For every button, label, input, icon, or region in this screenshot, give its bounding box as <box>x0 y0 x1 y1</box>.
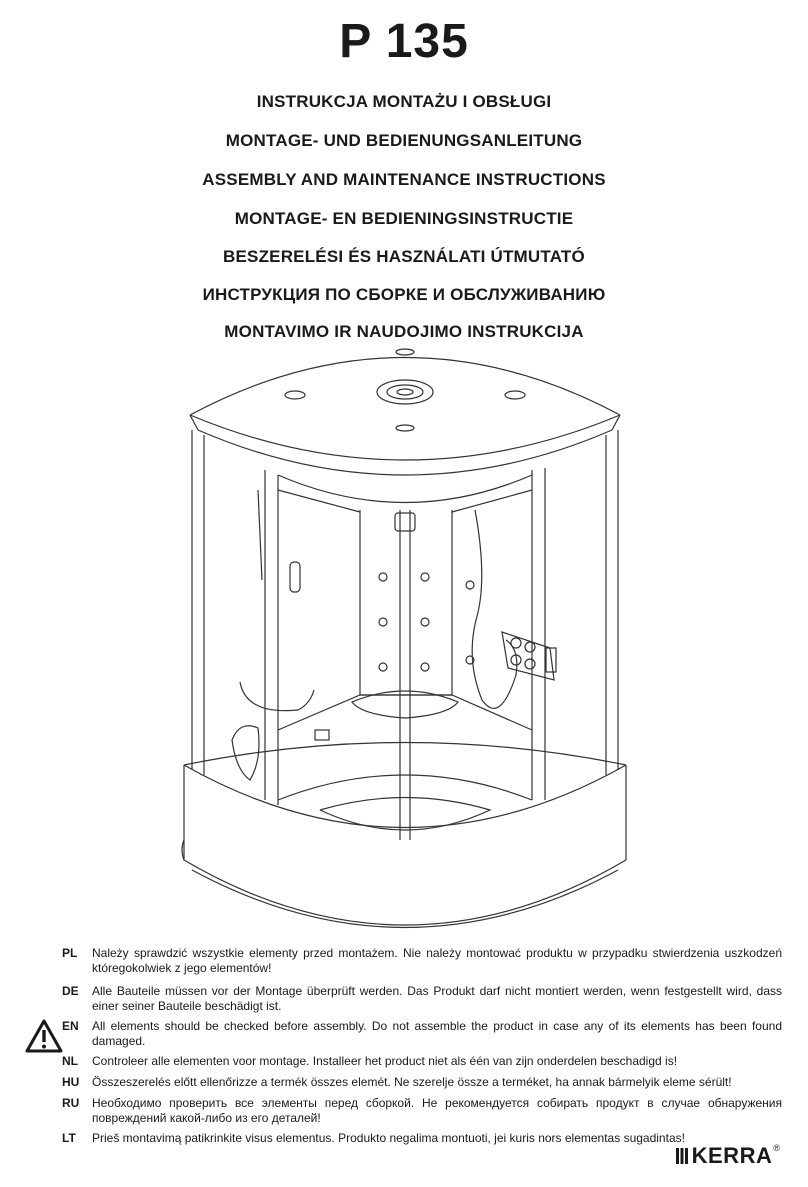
shower-cabin-illustration <box>170 330 640 940</box>
note-code: DE <box>62 984 79 998</box>
brand-logo <box>676 1143 780 1169</box>
note-code: HU <box>62 1075 80 1089</box>
note-code: NL <box>62 1054 78 1068</box>
title-hu: BESZERELÉSI ÉS HASZNÁLATI ÚTMUTATÓ <box>223 247 585 266</box>
note-text: Controleer alle elementen voor montage. Installeer het product niet als één van zijn onderdelen beschadigd is! <box>92 1054 678 1068</box>
registered-mark: ® <box>773 1143 780 1153</box>
title-de: MONTAGE- UND BEDIENUNGSANLEITUNG <box>225 131 583 150</box>
note-text: Alle Bauteile müssen vor der Montage überprüft werden. Das Produkt darf nicht montiert werden, wenn festgestellt wird, dass einer seiner Bauteile beschädigt ist. <box>92 984 782 1013</box>
warning-icon <box>24 1018 64 1054</box>
title-en: ASSEMBLY AND MAINTENANCE INSTRUCTIONS <box>202 170 606 189</box>
title-pl: INSTRUKCJA MONTAŻU I OBSŁUGI <box>256 92 552 111</box>
title-ru: ИНСТРУКЦИЯ ПО СБОРКЕ И ОБСЛУЖИВАНИЮ <box>202 285 606 304</box>
note-text: Należy sprawdzić wszystkie elementy przed montażem. Nie należy montować produktu w przypadku stwierdzenia uszkodzeń któregokolwiek z jego elementów! <box>92 946 782 975</box>
note-code: PL <box>62 946 78 960</box>
brand-name: KERRA <box>691 1143 773 1168</box>
note-code: EN <box>62 1019 79 1033</box>
note-code: RU <box>62 1096 80 1110</box>
note-code: LT <box>62 1131 76 1145</box>
model-title: P 135 <box>339 15 469 68</box>
title-lt: MONTAVIMO IR NAUDOJIMO INSTRUKCIJA <box>224 322 584 341</box>
note-text: Összeszerelés előtt ellenőrizze a termék összes elemét. Ne szerelje össze a terméket, ha annak bármelyik eleme sérült! <box>92 1075 732 1089</box>
title-nl: MONTAGE- EN BEDIENINGSINSTRUCTIE <box>234 209 574 228</box>
note-text: Prieš montavimą patikrinkite visus elementus. Produkto negalima montuoti, jei kuris nors elementas sugadintas! <box>92 1131 685 1145</box>
brand-mark-icon <box>676 1146 690 1166</box>
note-text: Необходимо проверить все элементы перед сборкой. Не рекомендуется собирать продукт в случае обнаружения повреждений какой-либо из его деталей! <box>92 1096 782 1125</box>
note-text: All elements should be checked before assembly. Do not assemble the product in case any of its elements has been found damaged. <box>92 1019 782 1048</box>
